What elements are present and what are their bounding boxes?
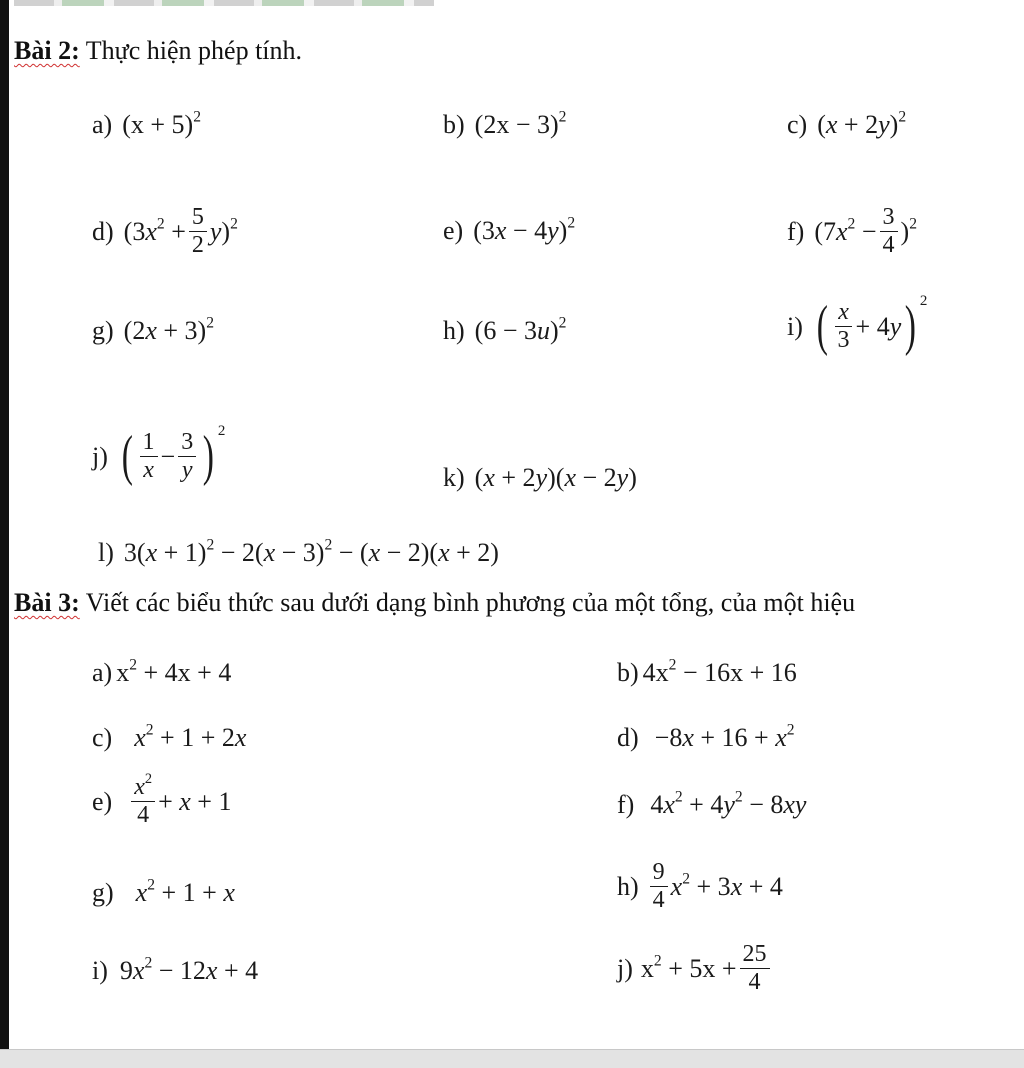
bai2-item-c: c) $(x + 2y)^2$ (787, 108, 907, 139)
item-label: j) (617, 953, 633, 983)
item-label: f) (787, 216, 805, 246)
item-label: b) (617, 658, 639, 687)
item-label: e) (443, 216, 464, 245)
bai2-item-b: b) $(2x - 3)^2$ (443, 108, 567, 139)
bai2-item-h: h) $(6 - 3u)^2$ (443, 314, 567, 345)
item-label: a) (92, 658, 113, 687)
bai2-item-g: g) $(2x + 3)^2$ (92, 314, 215, 345)
bai2-item-j: j) ( $\frac{1}{x}$ − $\frac{3}{y}$ ) 2 (92, 423, 226, 488)
bai3-item-e: e) $\frac{x^2}{4}$ + x + 1 (92, 771, 232, 829)
bai3-item-a: a) $x^2 + 4x + 4$ (92, 656, 232, 687)
item-label: c) (787, 110, 808, 139)
item-label: h) (617, 871, 639, 901)
bai3-title-bold: Bài 3: (14, 588, 80, 617)
bai2-item-f: f) ($7x^2$ − $\frac{3}{4}$ )$^2$ (787, 204, 917, 259)
bai2-title-rest: Thực hiện phép tính. (85, 36, 303, 65)
bai2-item-k: k) (x + 2y)(x − 2y) (443, 463, 637, 492)
item-label: g) (92, 878, 114, 907)
bai2-title-bold: Bài 2: (14, 36, 80, 65)
bai3-item-c: c) $x^2 + 1 + 2x$ (92, 721, 247, 752)
item-label: i) (787, 311, 803, 341)
bai2-item-e: e) $(3x - 4y)^2$ (443, 214, 576, 245)
item-label: l) (98, 538, 114, 567)
item-label: b) (443, 110, 465, 139)
bai3-item-f: f) $4x^2 + 4y^2 - 8xy$ (617, 788, 807, 819)
bai3-title-rest: Viết các biểu thức sau dưới dạng bình phương của một tổng, của một hiệu (85, 588, 856, 617)
item-label: f) (617, 790, 635, 819)
item-label: g) (92, 316, 114, 345)
bottom-scrollbar[interactable] (0, 1049, 1024, 1068)
item-label: h) (443, 316, 465, 345)
bai3-item-i: i) $9x^2 - 12x + 4$ (92, 954, 259, 985)
bai3-item-b: b) $4x^2 - 16x + 16$ (617, 656, 797, 687)
item-label: d) (617, 723, 639, 752)
item-label: k) (443, 463, 465, 492)
item-label: e) (92, 786, 113, 816)
bai3-item-h: h) $\frac{9}{4}$ $x^2 + 3x + 4$ (617, 859, 783, 914)
bai2-item-l: l) $3(x + 1)^2 - 2(x - 3)^2 - (x - 2)(x + 2)$ (98, 536, 499, 567)
bai2-heading (14, 36, 302, 66)
bai3-item-j: j) $x^2 + 5x$ + $\frac{25}{4}$ (617, 942, 773, 995)
item-label: d) (92, 216, 114, 246)
item-label: i) (92, 956, 108, 985)
bai2-item-a: a) $(x + 5)^2$ (92, 108, 201, 139)
bai3-item-g: g) $x^2 + 1 + x$ (92, 876, 235, 907)
bai3-heading (14, 588, 855, 618)
item-label: c) (92, 723, 113, 752)
bai2-item-d: d) ($3x^2$ + $\frac{5}{2}$ y)$^2$ (92, 204, 238, 259)
item-label: j) (92, 441, 108, 471)
item-label: a) (92, 110, 113, 139)
bai3-item-d: d) $-8x + 16 + x^2$ (617, 721, 795, 752)
left-edge (0, 0, 9, 1050)
bai2-item-i: i) ( $\frac{x}{3}$ + 4y ) 2 (787, 293, 928, 358)
top-strip (14, 0, 434, 6)
